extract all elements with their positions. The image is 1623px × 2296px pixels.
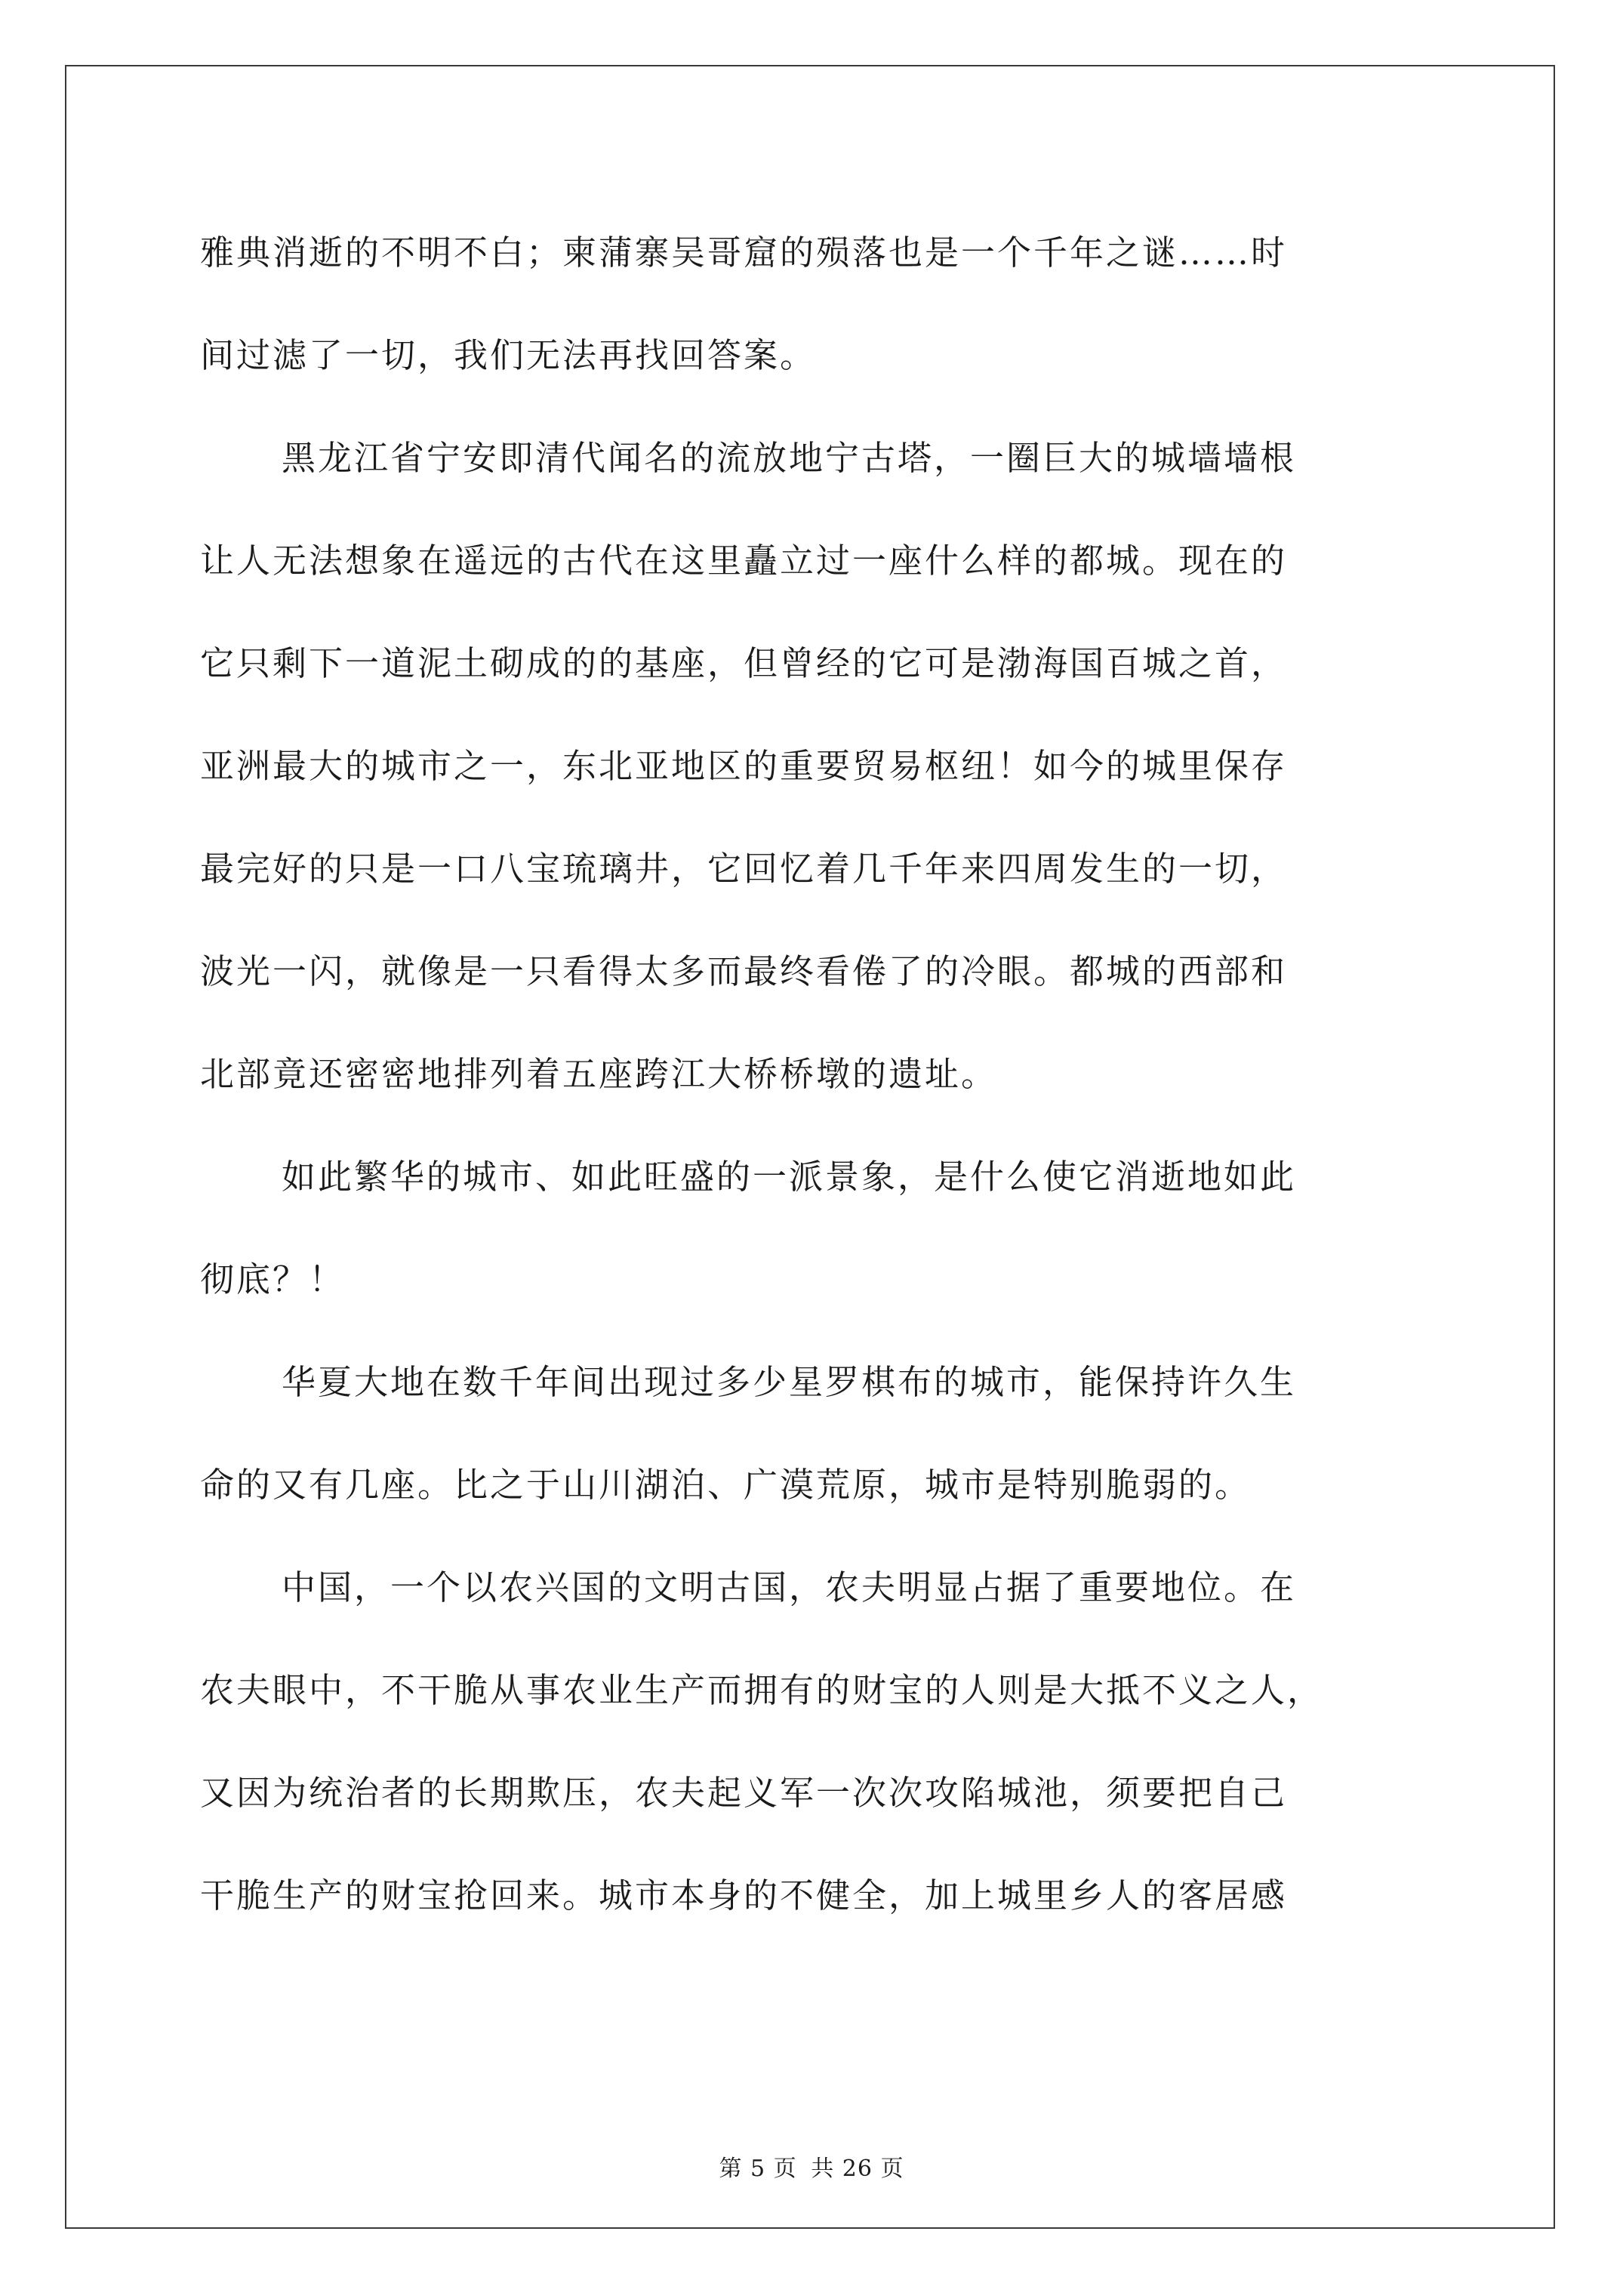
text-line: 它只剩下一道泥土砌成的的基座，但曾经的它可是渤海国百城之首， (200, 643, 1288, 683)
text-line: 亚洲最大的城市之一，东北亚地区的重要贸易枢纽！如今的城里保存 (200, 746, 1288, 786)
text-line: 最完好的只是一口八宝琉璃井，它回忆着几千年来四周发生的一切， (200, 849, 1288, 889)
text-line: 间过滤了一切，我们无法再找回答案。 (200, 335, 817, 375)
page-footer (0, 2154, 1623, 2184)
text-line: 波光一闪，就像是一只看得太多而最终看倦了的冷眼。都城的西部和 (200, 951, 1288, 991)
paragraph-start-line: 中国，一个以农兴国的文明古国，农夫明显占据了重要地位。在 (282, 1567, 1297, 1607)
text-line: 让人无法想象在遥远的古代在这里矗立过一座什么样的都城。现在的 (200, 541, 1288, 581)
document-body (200, 227, 1431, 1972)
paragraph-start-line: 华夏大地在数千年间出现过多少星罗棋布的城市，能保持许久生 (282, 1362, 1297, 1402)
page-number: 第 5 页 (719, 2156, 797, 2182)
text-line: 雅典消逝的不明不白；柬蒲寨吴哥窟的殒落也是一个千年之谜……时 (200, 233, 1288, 273)
text-line: 又因为统治者的长期欺压，农夫起义军一次次攻陷城池，须要把自己 (200, 1773, 1288, 1813)
text-line: 干脆生产的财宝抢回来。城市本身的不健全，加上城里乡人的客居感 (200, 1875, 1288, 1915)
text-line: 彻底？！ (200, 1259, 346, 1299)
paragraph-start-line: 如此繁华的城市、如此旺盛的一派景象，是什么使它消逝地如此 (282, 1157, 1297, 1197)
text-line: 北部竟还密密地排列着五座跨江大桥桥墩的遗址。 (200, 1054, 998, 1094)
paragraph-start-line: 黑龙江省宁安即清代闻名的流放地宁古塔，一圈巨大的城墙墙根 (282, 438, 1297, 478)
page-total: 共 26 页 (811, 2156, 904, 2182)
text-line: 命的又有几座。比之于山川湖泊、广漠荒原，城市是特别脆弱的。 (200, 1465, 1252, 1505)
text-line: 农夫眼中，不干脆从事农业生产而拥有的财宝的人则是大抵不义之人， (200, 1670, 1324, 1710)
